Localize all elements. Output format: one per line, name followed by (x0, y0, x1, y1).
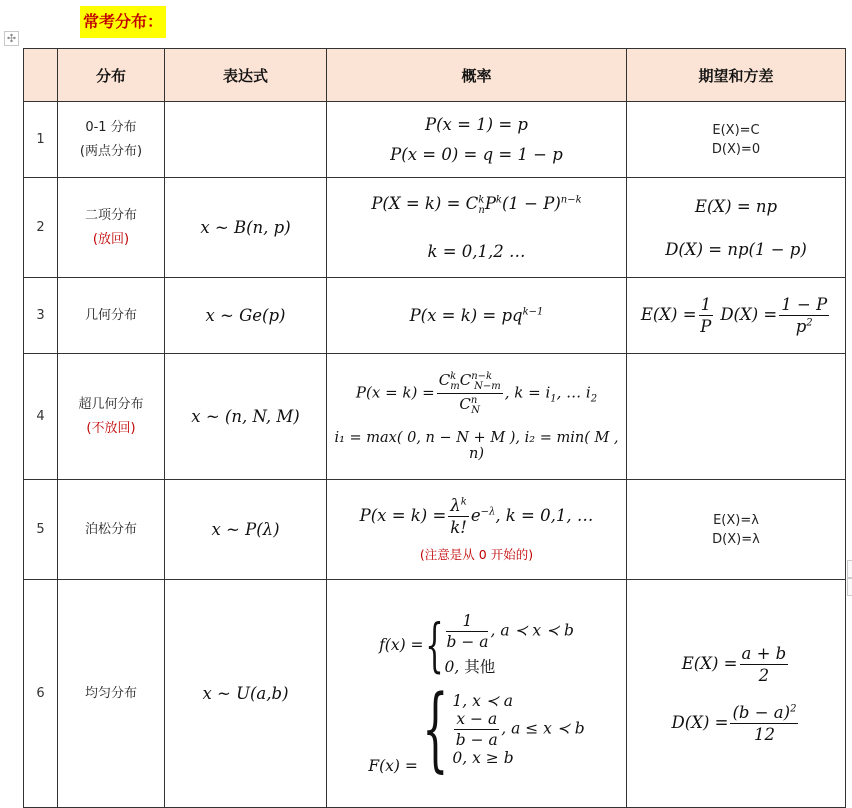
expectation: E(X) = $\frac{1}{P}$ (640, 295, 712, 336)
table-row (24, 354, 846, 480)
expectation-variance-cell (627, 480, 846, 580)
probability-formula: $P(x = k) = pq^{k-1}$ (409, 306, 544, 325)
cdf-formula: F(x) = { 1, x ≺ a $\frac{x - a}{b - a}$ , a ≤ x ≺ b 0, x ≥ b (368, 675, 585, 782)
table-row (24, 580, 846, 808)
table-row (24, 480, 846, 580)
row-number: 4 (24, 354, 58, 480)
probability-cell (327, 480, 627, 580)
scroll-marker (847, 578, 852, 596)
table-header-row (24, 49, 846, 102)
probability-note: (注意是从 0 开始的) (419, 547, 534, 562)
header-expectation-variance: 期望和方差 (627, 49, 846, 102)
distribution-name: 几何分布 (84, 307, 137, 323)
probability-range: i₁ = max( 0, n − N + M ), i₂ = min( M , n) (334, 430, 619, 462)
expression-cell: x ~ B(n, p) (165, 178, 327, 278)
distribution-table (23, 48, 846, 808)
expectation: E(X)=C (712, 122, 760, 138)
expression-cell: x ~ (n, N, M) (165, 354, 327, 480)
table-move-handle-icon[interactable]: ✣ (4, 31, 19, 46)
distribution-name: 超几何分布 (78, 396, 144, 412)
header-probability: 概率 (327, 49, 627, 102)
scroll-marker (847, 560, 852, 578)
probability-formula: P(x = k) = $\frac{C^k_mC^{n-k}_{N-m}}{C^n_N}$ , $k = i_1$, … $i_2$ (355, 371, 598, 416)
variance: D(X)=λ (712, 531, 760, 547)
distribution-name: 0-1 分布 (85, 119, 137, 135)
probability-formula: $P(X = k) = C^k_nP^k(1 - P)^{n-k}$ (371, 193, 582, 217)
distribution-note: (两点分布) (79, 143, 143, 159)
header-distribution: 分布 (58, 49, 165, 102)
expectation: E(X) = $\frac{a + b}{2}$ (681, 643, 787, 685)
row-number: 5 (24, 480, 58, 580)
probability-formula: P(x = 0) = q = 1 − p (390, 144, 563, 164)
probability-cell (327, 580, 627, 808)
probability-cell (327, 278, 627, 354)
expression-cell: x ~ P(λ) (165, 480, 327, 580)
expectation-variance-cell (627, 102, 846, 178)
distribution-name-cell (58, 178, 165, 278)
probability-cell (327, 102, 627, 178)
probability-cell (327, 178, 627, 278)
distribution-name-cell (58, 580, 165, 808)
row-number: 2 (24, 178, 58, 278)
distribution-name-cell (58, 278, 165, 354)
distribution-name: 均匀分布 (84, 685, 137, 701)
expectation-variance-cell (627, 354, 846, 480)
row-number: 3 (24, 278, 58, 354)
page-heading: 常考分布： (80, 6, 166, 38)
expression-cell (165, 102, 327, 178)
pdf-formula: f(x) = { $\frac{1}{b - a}$ , a ≺ x ≺ b 0, 其他 (379, 610, 574, 679)
table-row (24, 102, 846, 178)
probability-formula: P(x = k) = $\frac{\lambda^k}{k!}$ $e^{-\lambda}$, k = 0,1, … (359, 496, 594, 537)
probability-support: k = 0,1,2 … (427, 242, 526, 262)
row-number: 6 (24, 580, 58, 808)
variance: D(X) = $\frac{(b - a)^2}{12}$ (671, 702, 797, 744)
distribution-note: (不放回) (86, 420, 136, 436)
distribution-name-cell (58, 102, 165, 178)
expectation: E(X)=λ (713, 512, 759, 528)
distribution-name: 二项分布 (84, 207, 137, 223)
distribution-name: 泊松分布 (84, 521, 137, 537)
distribution-name-cell (58, 354, 165, 480)
header-expression: 表达式 (165, 49, 327, 102)
variance: D(X)=0 (711, 141, 761, 157)
table-row (24, 278, 846, 354)
table-row (24, 178, 846, 278)
row-number: 1 (24, 102, 58, 178)
distribution-name-cell (58, 480, 165, 580)
header-index (24, 49, 58, 102)
probability-cell (327, 354, 627, 480)
expectation-variance-cell (627, 580, 846, 808)
expression-cell: x ~ U(a,b) (165, 580, 327, 808)
expression-cell: x ~ Ge(p) (165, 278, 327, 354)
expectation: E(X) = np (694, 196, 778, 216)
expectation-variance-cell (627, 278, 846, 354)
variance: D(X) = $\frac{1 - P}{p^2}$ (720, 295, 828, 336)
distribution-note: (放回) (92, 231, 130, 247)
variance: D(X) = np(1 − p) (665, 239, 807, 259)
probability-formula: P(x = 1) = p (425, 114, 528, 134)
expectation-variance-cell (627, 178, 846, 278)
